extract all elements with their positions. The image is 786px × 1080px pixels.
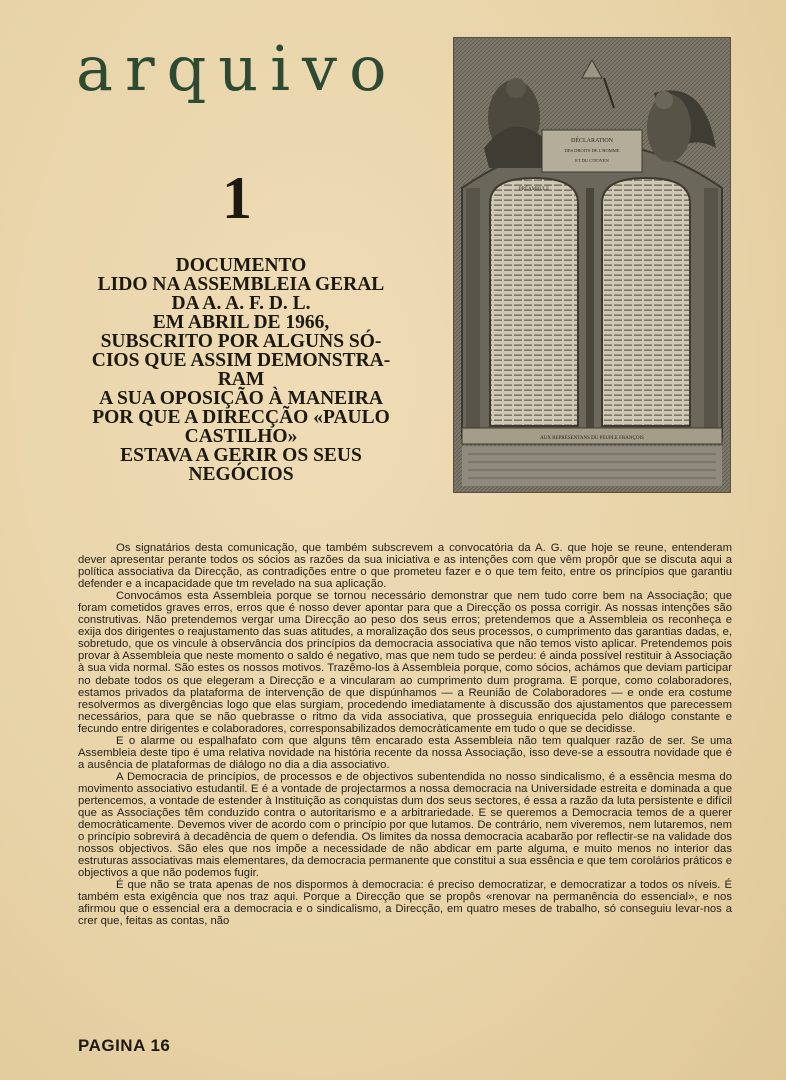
section-title: arquivo [76, 32, 399, 105]
heading-line: LIDO NA ASSEMBLEIA GERAL [97, 274, 385, 295]
heading-line: RAM [217, 369, 265, 390]
heading-line: A SUA OPOSIÇÃO À MANEIRA [99, 388, 383, 409]
svg-text:PRÉAMBULE: PRÉAMBULE [518, 187, 550, 192]
svg-text:AUX REPRÉSENTANS DU PEUPLE FRA: AUX REPRÉSENTANS DU PEUPLE FRANÇOIS [540, 436, 644, 441]
body-paragraph: É que não se trata apenas de nos dispormos à democracia: é preciso democratizar, e democratizar a todos os níveis. É também esta exigência que nos traz aqui. Porque a Direcção que se propôs «renovar na permanência do essencial», e nos afirmou que o essencial era a democracia e o sindicalismo, a Direcção, em quatro meses de trabalho, só conseguiu levar-nos a crer que, feitas as contas, não [78, 879, 732, 928]
heading-line: CASTILHO» [184, 426, 298, 447]
body-paragraph: A Democracia de princípios, de processos e de objectivos subentendida no nosso sindicalismo, é a essência mesma do movimento associativo estudantil. E é a vontade de projectarmos a nossa democracia na Universidade estreita e dominada a que pertencemos, a vontade de estender à Instituição as conquistas dum dos seus sectores, é essa a razão da luta persistente e difícil que as Associações têm conduzido contra o autoritarismo e a arbitrariedade. E se queremos a Democracia temos de a querer democràticamente. Devemos viver de acordo com o princípio por que lutamos. De contrário, nem viveremos, nem lutaremos, nem o princípio sobrevirá à decadência de quem o defendia. Os limites da nossa democracia acabarão por reflectir-se na validade dos nossos objectivos. São eles que nos impõe a necessidade de não abdicar em parte alguma, e muito menos no interior das estruturas associativas mais elementares, da democracia permanente que constitui a sua essência e que tem corolários práticos e objectivos a que não podemos fugir. [78, 770, 732, 880]
body-paragraph: E o alarme ou espalhafato com que alguns têm encarado esta Assembleia não tem qualquer razão de ser. Se uma Assembleia deste tipo é uma relativa novidade na história recente da nossa Associação, isso deve-se a essoutra novidade que é a ausência de plataformas de diálogo no dia a dia associativo. [78, 734, 732, 771]
heading-line: POR QUE A DIRECÇÃO «PAULO [92, 407, 390, 428]
body-paragraph: Convocámos esta Assembleia porque se tornou necessário demonstrar que nem tudo corre bem na Associação; que foram cometidos graves erros, erros que é nosso dever apontar para que a Direcção os possa corrigir. As nossas intenções são construtivas. Não pretendemos vergar uma Direcção ao peso dos seus erros; pretendemos que a Assembleia os reconheça e exija dos dirigentes o reajustamento das suas atitudes, a moralização dos seus processos, o cumprimento das garantias dadas, e, sobretudo, que os vincule à observância dos princípios da democracia associativa que não temos visto aplicar. Pretendemos pois provar à Assembleia que neste momento o saldo é negativo, mas que nem tudo se perdeu: é ainda possível restituir à Associação à sua vida normal. São estes os nossos motivos. Trazêmo-los à Assembleia porque, como sócios, achámos que deviam participar no debate todos os que elegeram a Direcção e a vincularam ao cumprimento dum programa. E porque, como colaboradores, estamos privados da plataforma de intervenção de que dispúnhamos — a Reunião de Colaboradores — e onde era costume resolvermos as divergências logo que elas surgiam, procedendo imediatamente à discussão dos ajustamentos que parecessem necessários, para que se não quebrasse o ritmo da vida associativa, que prosseguia enriquecida pelo diálogo constante e fecundo entre dirigentes e colaboradores, corresponsabilizados democràticamente em tudo o que se decidisse. [78, 590, 732, 735]
svg-text:DÉCLARATION: DÉCLARATION [571, 138, 613, 144]
heading-line: CIOS QUE ASSIM DEMONSTRA- [91, 350, 391, 371]
heading-line: ESTAVA A GERIR OS SEUS [120, 445, 362, 466]
heading-line: DA A. A. F. D. L. [171, 293, 311, 314]
page-number: PAGINA 16 [78, 1036, 171, 1055]
heading-line: EM ABRIL DE 1966, [152, 312, 330, 333]
svg-text:DES DROITS DE L'HOMME: DES DROITS DE L'HOMME [564, 148, 620, 153]
heading-line: SUBSCRITO POR ALGUNS SÓ- [100, 331, 382, 352]
heading-line: NEGÓCIOS [188, 464, 294, 485]
document-heading [72, 256, 410, 484]
declaration-engraving [453, 37, 731, 493]
svg-text:ET DU CITOYEN: ET DU CITOYEN [575, 158, 609, 163]
issue-number: 1 [222, 165, 252, 231]
body-paragraph: Os signatários desta comunicação, que também subscrevem a convocatória da A. G. que hoje se reune, entenderam dever apresentar perante todos os sócios as razões da sua iniciativa e as intenções com que vêm propôr que se discuta aqui a política associativa da Direcção, as contradições entre o que prometeu fazer e o que tem feito, entre os princípios que garantiu defender e a incapacidade que tm revelado na sua aplicação. [78, 542, 732, 591]
document-body [78, 542, 732, 928]
heading-line: DOCUMENTO [175, 255, 307, 276]
